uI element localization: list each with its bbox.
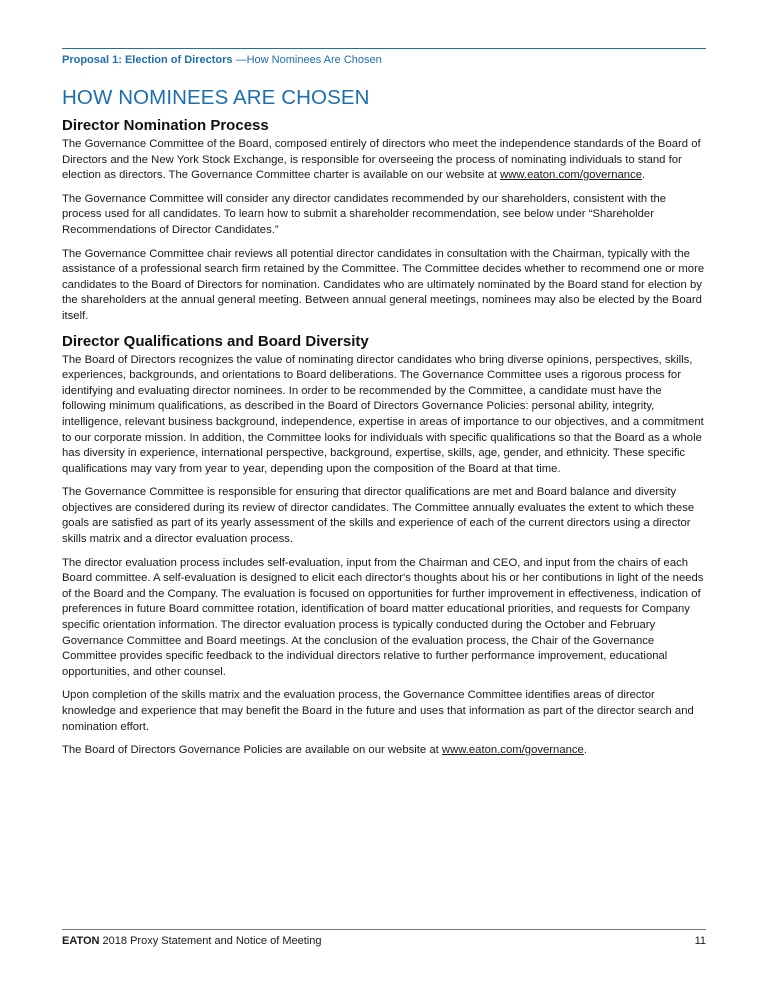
- qualifications-paragraph-5-text: The Board of Directors Governance Policies are available on our website at: [62, 744, 442, 757]
- footer-brand: EATON: [62, 935, 100, 947]
- running-head-subsection: —How Nominees Are Chosen: [235, 54, 382, 66]
- nomination-paragraph-1-end: .: [642, 169, 646, 182]
- footer-rule: [62, 929, 706, 930]
- running-head-section: Proposal 1: Election of Directors: [62, 54, 233, 66]
- section-heading-qualifications: Director Qualifications and Board Diversity: [62, 332, 369, 350]
- qualifications-paragraph-2: The Governance Committee is responsible for ensuring that director qualifications are met and Board balance and diversity objectives are considered during its review of director candidates. The Committee annually evaluates the extent to which these goals are satisfied as part of its yearly assessment of the skills and experience of each of the current directors using a director skills matrix and a director evaluation process.: [62, 486, 695, 546]
- page-content: [62, 86, 706, 767]
- nomination-paragraph-3: The Governance Committee chair reviews all potential director candidates in consultation with the Chairman, typically with the assistance of a professional search firm retained by the Committee. The Committee decides whether to recommend one or more candidates to the Board of Directors for nomination. Candidates who are ultimately nominated by the Board stand for election by the shareholders at the annual general meeting. Between annual general meetings, nominees may also be elected by the Board itself.: [62, 247, 705, 322]
- header-rule: [62, 48, 706, 49]
- section-heading-nomination: Director Nomination Process: [62, 117, 269, 134]
- page-number: 11: [694, 935, 706, 947]
- governance-link[interactable]: www.eaton.com/governance: [500, 169, 642, 182]
- qualifications-paragraph-5-end: .: [583, 744, 587, 757]
- qualifications-paragraph-5: [62, 743, 706, 759]
- running-head: [62, 54, 382, 66]
- qualifications-paragraph-1: The Board of Directors recognizes the value of nominating director candidates who bring diverse opinions, perspectives, skills, experiences, backgrounds, and orientations to Board deliberations. The Governance Committee uses a rigorous process for identifying and evaluating director nominees. In order to be recommended by the Committee, a candidate must have the following minimum qualifications, as described in the Board of Directors Governance Policies: personal ability, integrity, intelligence, relevant business background, independence, expertise in areas of importance to our objectives, and a commitment to our corporate mission. In addition, the Committee looks for individuals with specific qualifications so that the Board as a whole has diversity in experience, international perspective, background, expertise, skills, age, gender, and ethnicity. These specific qualifications may vary from year to year, depending upon the composition of the Board at that time.: [62, 353, 704, 475]
- footer-doc-title: 2018 Proxy Statement and Notice of Meeting: [99, 935, 322, 947]
- qualifications-paragraph-3: The director evaluation process includes self-evaluation, input from the Chairman and CEO, and input from the chairs of each Board committee. A self-evaluation is designed to elicit each director's thoughts about his or her contibutions in light of the needs of the Board and the Company. The evaluation is focused on opportunities for further improvement in effectiveness, indication of preferences in future Board committee rotation, identification of board matter educational priorities, and requests for Company specific orientation information. The director evaluation process is typically conducted during the October and February Governance Committee and Board meetings. At the conclusion of the evaluation process, the Chair of the Governance Committee provides specific feedback to the individual directors relative to further performance improvement, educational opportunities, and other counsel.: [62, 556, 704, 678]
- nomination-paragraph-1-text: The Governance Committee of the Board, composed entirely of directors who meet the independence standards of the Board of Directors and the New York Stock Exchange, is responsible for overseeing the process of nominating individuals to stand for election as directors. The Governance Committee charter is available on our website at: [62, 138, 701, 182]
- page-title: HOW NOMINEES ARE CHOSEN: [62, 86, 370, 109]
- qualifications-paragraph-4: Upon completion of the skills matrix and the evaluation process, the Governance Committee identifies areas of director knowledge and experience that may benefit the Board in the future and uses that information as part of the director search and nomination effort.: [62, 689, 694, 733]
- nomination-paragraph-1: [62, 137, 706, 184]
- footer: [62, 935, 706, 947]
- governance-policies-link[interactable]: www.eaton.com/governance: [441, 744, 584, 757]
- nomination-paragraph-2: The Governance Committee will consider any director candidates recommended by our shareholders, consistent with the process used for all candidates. To learn how to submit a shareholder recommendation, see below under “Shareholder Recommendations of Director Candidates.”: [62, 192, 667, 236]
